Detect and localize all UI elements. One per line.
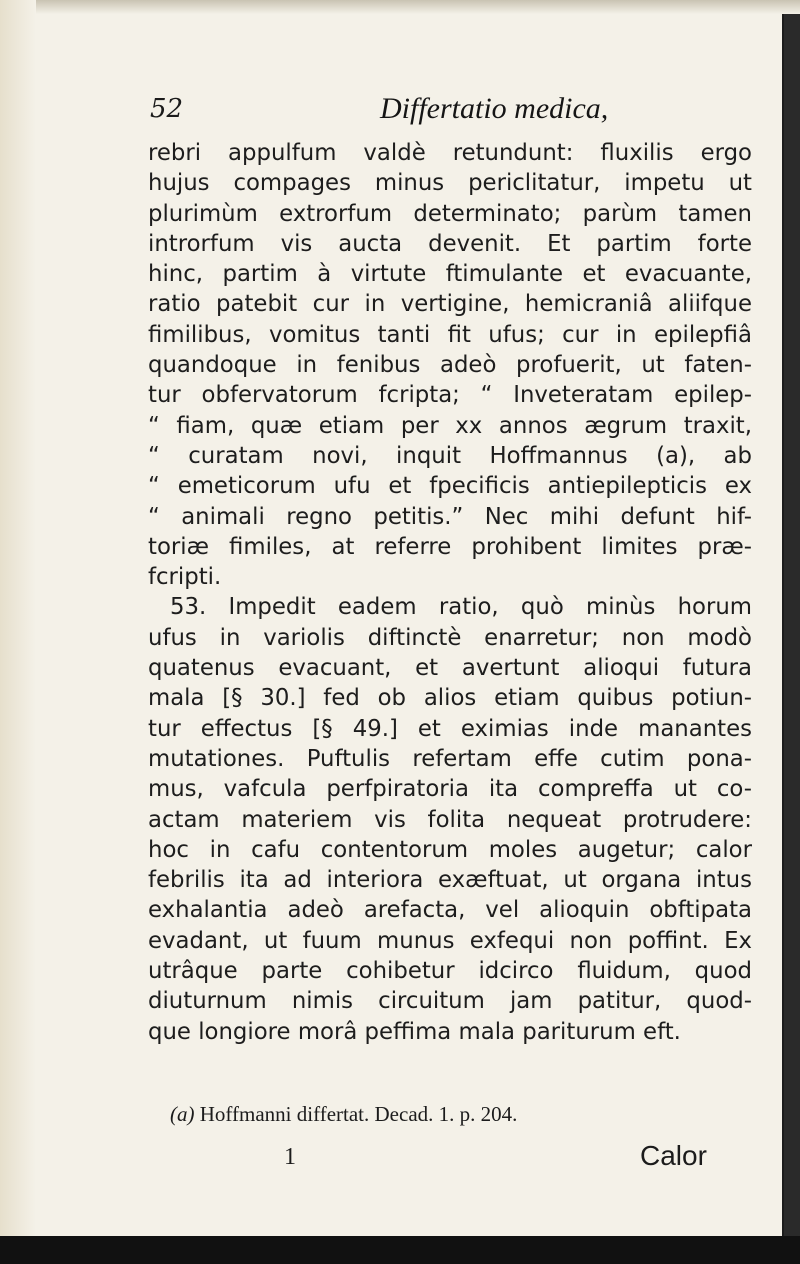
text-line: exhalantia adeò arefacta, vel alioquin obftipata [148,897,752,924]
text-line: quatenus evacuant, et avertunt alioqui futura [148,655,752,682]
text-line: utrâque parte cohibetur idcirco fluidum, quod [148,958,752,985]
text-line: que longiore morâ peffima mala pariturum eft. [148,1018,681,1045]
text-line: ratio patebit cur in vertigine, hemicraniâ aliifque [148,291,752,318]
body-text [148,138,752,1047]
text-line: actam materiem vis folita nequeat protrudere: [148,806,752,833]
footnote [170,1102,730,1127]
text-line: hujus compages minus periclitatur, impetu ut [148,170,752,197]
text-line: “ emeticorum ufu et fpecificis antiepilepticis ex [148,473,752,500]
page-top-edge [0,0,800,14]
scan-bottom-border [0,1236,800,1264]
text-line: rebri appulfum valdè retundunt: fluxilis ergo [148,140,752,166]
text-line: 53. Impedit eadem ratio, quò minùs horum [170,594,752,621]
text-line: “ curatam novi, inquit Hoffmannus (a), ab [148,442,752,469]
text-line: evadant, ut fuum munus exfequi non poffint. Ex [148,927,752,954]
text-line: fimilibus, vomitus tanti fit ufus; cur in epilepfiâ [148,321,752,348]
text-line: toriæ fimiles, at referre prohibent limites præ- [148,533,752,560]
text-line: hoc in cafu contentorum moles augetur; calor [148,836,752,863]
footnote-text: Hoffmanni differtat. Decad. 1. p. 204. [199,1102,518,1126]
running-title: Differtatio medica, [380,92,609,125]
text-line: introrfum vis aucta devenit. Et partim forte [148,230,752,257]
text-line: tur obfervatorum fcripta; “ Inveteratam epilep- [148,382,752,409]
footnote-mark: (a) [170,1102,195,1126]
text-line: quandoque in fenibus adeò profuerit, ut faten- [148,352,752,379]
text-line: tur effectus [§ 49.] et eximias inde manantes [148,715,752,742]
text-line: hinc, partim à virtute ftimulante et evacuante, [148,261,752,288]
page-number: 52 [150,94,184,124]
binding-gutter [0,0,36,1244]
text-line: “ fiam, quæ etiam per xx annos ægrum traxit, [148,412,752,439]
text-line: ufus in variolis diftinctè enarretur; non modò [148,624,752,651]
text-line: mala [§ 30.] fed ob alios etiam quibus potiun- [148,685,752,712]
text-line: plurimùm extrorfum determinato; parùm tamen [148,200,752,227]
text-line: “ animali regno petitis.” Nec mihi defunt hif- [148,503,752,530]
text-line: fcripti. [148,564,222,591]
catchword: Calor [640,1140,707,1171]
page-header [150,94,710,130]
text-line: mutationes. Puftulis refertam effe cutim pona- [148,745,752,772]
text-line: febrilis ita ad interiora exæftuat, ut organa intus [148,867,752,894]
text-line: diuturnum nimis circuitum jam patitur, quod- [148,988,752,1015]
text-line: mus, vafcula perfpiratoria ita compreffa ut co- [148,776,752,803]
signature-mark: 1 [284,1144,296,1170]
